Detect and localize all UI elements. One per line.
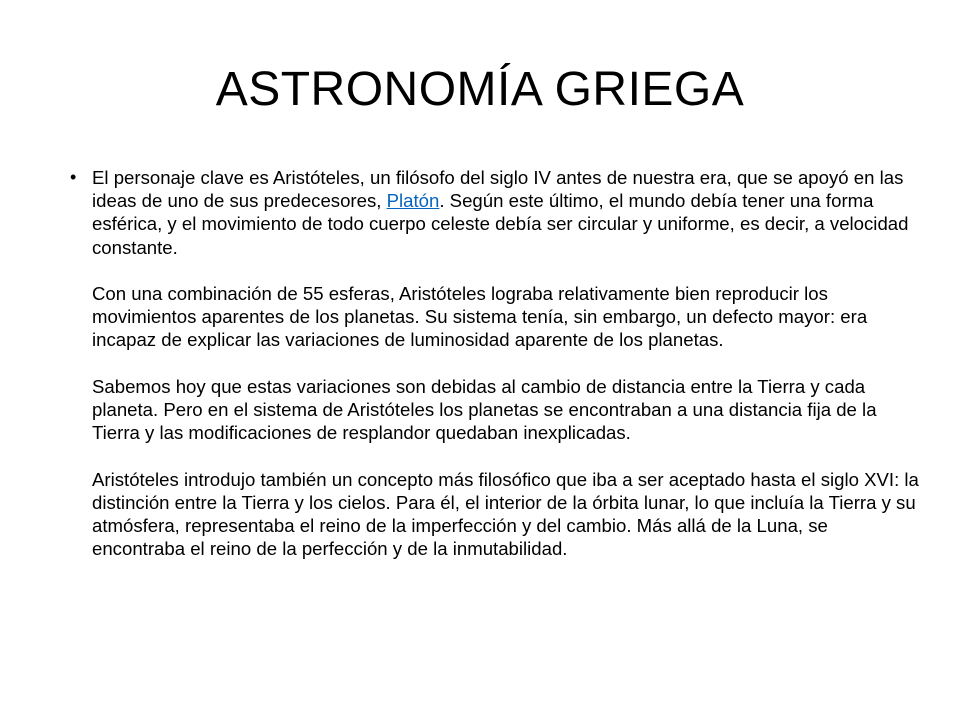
paragraph-4: Aristóteles introdujo también un concepto más filosófico que iba a ser aceptado hasta el siglo XVI: la distinción entre la Tierra y los cielos. Para él, el interior de la órbita lunar, lo que incluía la Tierra y su atmósfera, representaba el reino de la imperfección y del cambio. Más allá de la Luna, se encontraba el reino de la perfección y de la inmutabilidad. <box>92 468 919 560</box>
platon-link[interactable]: Platón <box>386 190 440 212</box>
slide-title: ASTRONOMÍA GRIEGA <box>215 63 745 116</box>
bullet-icon: • <box>70 167 77 187</box>
bullet-body <box>92 166 920 560</box>
slide-content <box>70 166 920 560</box>
paragraph-3: Sabemos hoy que estas variaciones son debidas al cambio de distancia entre la Tierra y cada planeta. Pero en el sistema de Aristóteles los planetas se encontraban a una distancia fija de la Tierra y las modificaciones de resplandor quedaban inexplicadas. <box>92 375 877 444</box>
paragraph-1-text-start: El personaje clave es Aristóteles, un filósofo del siglo IV antes de nuestra era, que se apoyó en las ideas de uno de sus predecesores, <box>92 167 904 212</box>
paragraph-1 <box>92 166 920 259</box>
paragraph-1-text-end: . Según este último, el mundo debía tener una forma esférica, y el movimiento de todo cuerpo celeste debía ser circular y uniforme, es decir, a velocidad constante. <box>92 190 909 258</box>
bullet-item <box>70 166 920 560</box>
paragraph-2: Con una combinación de 55 esferas, Aristóteles lograba relativamente bien reproducir los movimientos aparentes de los planetas. Su sistema tenía, sin embargo, un defecto mayor: era incapaz de explicar las variaciones de luminosidad aparente de los planetas. <box>92 283 868 351</box>
